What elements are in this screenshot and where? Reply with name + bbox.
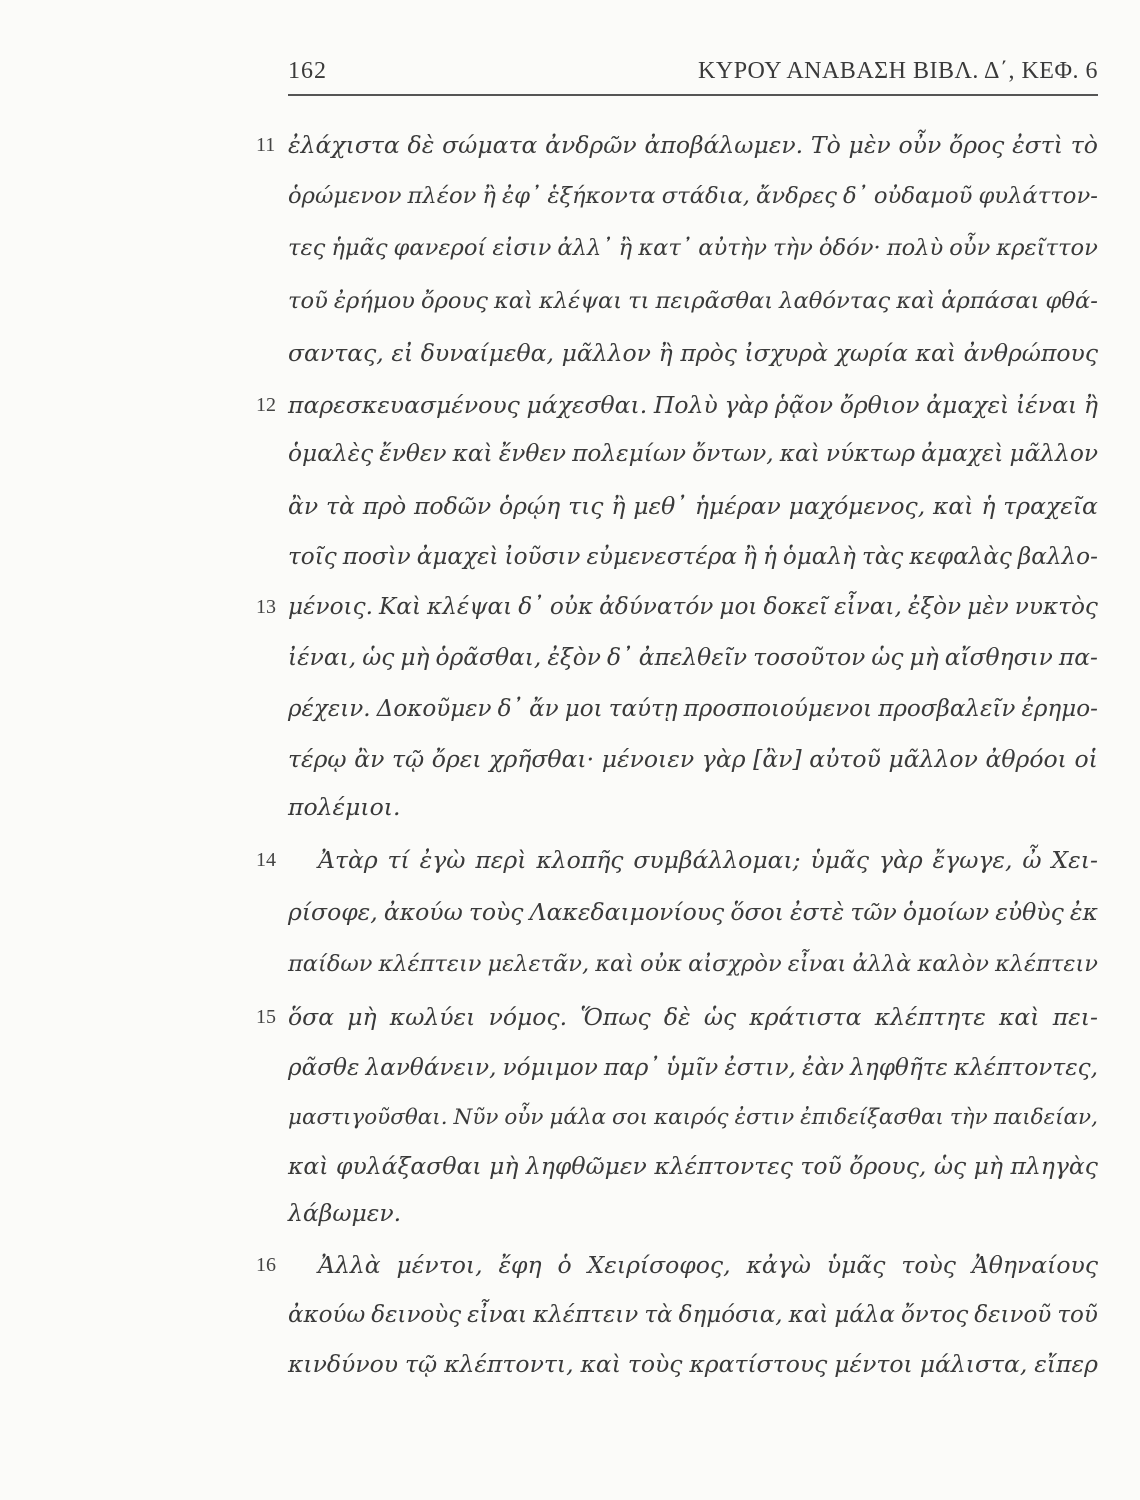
word: πα- <box>1058 643 1098 671</box>
section-number-15: 15 <box>256 1006 276 1028</box>
word: [ἂν] <box>753 745 802 773</box>
section-number-12: 12 <box>256 394 276 416</box>
word: αὐτοῦ <box>809 745 881 773</box>
word: ἀνθρώπους <box>963 339 1098 367</box>
word: χωρία <box>835 339 908 367</box>
word: βαλλο- <box>1017 544 1098 570</box>
word: καὶ <box>933 492 974 520</box>
word: τὴν <box>773 235 813 261</box>
word: φυλάττον- <box>978 183 1098 209</box>
word: παρ᾽ <box>603 1054 660 1081</box>
word: κατ᾽ <box>638 235 693 261</box>
text-line <box>288 581 1098 633</box>
word: Νῦν <box>453 1105 499 1130</box>
text-line <box>288 119 1098 171</box>
word: εἰσιν <box>492 235 552 261</box>
text-line <box>288 991 1098 1043</box>
word: τις <box>568 492 604 520</box>
word: τέρῳ <box>288 745 347 773</box>
word: τοσοῦτον <box>753 643 866 671</box>
word: ἐγὼ <box>419 846 466 874</box>
word: τοὺς <box>901 1251 956 1279</box>
word: πειρᾶσθαι <box>655 288 774 314</box>
word: τοῦ <box>1057 1302 1098 1328</box>
word: ἰσχυρὰ <box>744 339 828 367</box>
word: Δοκοῦμεν <box>376 696 492 722</box>
word: ἰέναι <box>1015 391 1078 419</box>
word: μένοις. <box>288 593 373 620</box>
word: τῷ <box>404 1350 438 1378</box>
word: μὴ <box>973 1152 1003 1180</box>
word: ἐστὲ <box>789 898 845 926</box>
word: ὑμᾶς <box>810 846 870 874</box>
word: ἢ <box>1083 391 1098 419</box>
word: μὲν <box>848 131 891 159</box>
word: Τὸ <box>810 131 841 159</box>
word: ὄρει <box>431 745 482 773</box>
word: τῶν <box>850 898 897 926</box>
word: ὄρθιον <box>839 391 920 419</box>
word: πολὺ <box>886 235 944 261</box>
word: ἐρήμου <box>333 288 415 314</box>
text-line <box>288 170 1098 222</box>
word: δ᾽ <box>518 593 544 620</box>
word: καὶ <box>580 1350 621 1378</box>
word: ἔγωγε, <box>932 846 1013 874</box>
text-line <box>288 1092 1098 1144</box>
word: ὁρᾶσθαι, <box>435 643 542 671</box>
page-number: 162 <box>288 58 327 84</box>
word: νόμιμον <box>502 1054 598 1081</box>
word: ἀκούω <box>383 898 463 926</box>
word: μαχόμενος, <box>788 492 926 520</box>
word: ἀμαχεὶ <box>926 391 1010 419</box>
word: ἀκούω <box>288 1302 366 1328</box>
word: ὡς <box>871 643 904 671</box>
word: ἐστιν, <box>724 1054 796 1081</box>
word: πληγὰς <box>1010 1152 1098 1180</box>
word: μέντοι, <box>396 1251 483 1279</box>
word: Καὶ <box>378 593 422 620</box>
word: ἡμέραν <box>694 492 781 520</box>
word: πλέον <box>407 183 477 209</box>
word: καὶ <box>779 440 820 467</box>
word: μὴ <box>489 1152 519 1180</box>
word: δὲ <box>407 131 435 159</box>
text-line <box>288 1042 1098 1094</box>
word: Πολὺ <box>653 391 718 419</box>
word: ὁμαλὲς <box>288 440 374 467</box>
word: ὅσα <box>288 1003 335 1031</box>
word: Ἀτὰρ <box>318 846 378 874</box>
word: λανθάνειν, <box>365 1054 497 1081</box>
word: ἄνδρες <box>756 183 837 209</box>
word: οὐκ <box>640 951 683 977</box>
word: μάχεσθαι. <box>526 391 648 419</box>
word: τραχεῖα <box>1003 492 1098 520</box>
word: τί <box>387 846 410 874</box>
word: ληφθῆτε <box>850 1054 948 1081</box>
word: κλέπτοντες <box>654 1152 793 1180</box>
word: σαντας, <box>288 339 384 367</box>
word: Ὅπως <box>580 1003 651 1031</box>
word: σώματα <box>442 131 538 159</box>
word: Χειρίσοφος, <box>587 1251 731 1279</box>
word: δὲ <box>663 1003 691 1031</box>
word: οὐκ <box>549 593 594 620</box>
word: φθά- <box>1045 288 1098 314</box>
word: καὶ <box>896 288 936 314</box>
word: καὶ <box>999 1003 1040 1031</box>
word: κράτιστα <box>749 1003 862 1031</box>
word: ρᾶσθε <box>288 1054 360 1081</box>
word: καιρός <box>654 1105 729 1130</box>
section-number-14: 14 <box>256 849 276 871</box>
word: περὶ <box>475 846 527 874</box>
word: οἱ <box>1074 745 1098 773</box>
word: δ᾽ <box>497 696 524 722</box>
word: προσβαλεῖν <box>878 696 1016 722</box>
word: πολέμιοι. <box>288 793 401 821</box>
text-line <box>288 1239 1098 1291</box>
word: ἐρημο- <box>1021 696 1098 722</box>
word: τὰ <box>644 1302 673 1328</box>
word: γὰρ <box>724 391 769 419</box>
word: αὐτὴν <box>698 235 768 261</box>
word: μὴ <box>400 643 430 671</box>
word: ἀνδρῶν <box>545 131 637 159</box>
word: εἶναι <box>787 951 847 977</box>
word: δ᾽ <box>607 643 633 671</box>
word: κλοπῆς <box>536 846 624 874</box>
word: ἀμαχεὶ <box>416 544 499 570</box>
word: ἢ <box>743 544 757 570</box>
word: μαστιγοῦσθαι. <box>288 1105 448 1130</box>
word: κλέπτειν <box>378 951 482 977</box>
word: σοι <box>612 1105 649 1130</box>
word: οὖν <box>949 235 991 261</box>
word: μᾶλλον <box>888 745 978 773</box>
text-line <box>288 531 1098 583</box>
word: καὶ <box>595 951 634 977</box>
word: ἐστὶ <box>1012 131 1063 159</box>
word: μένοιεν <box>601 745 695 773</box>
word: εἶναι <box>467 1302 528 1328</box>
word: τοὺς <box>627 1350 683 1378</box>
word: δεινοὺς <box>371 1302 462 1328</box>
word: Ἀλλὰ <box>318 1251 381 1279</box>
word: νυκτὸς <box>1014 593 1098 620</box>
word: ὁμοίων <box>902 898 990 926</box>
text-line <box>288 781 1098 833</box>
header-rule <box>288 94 1098 96</box>
word: ὁρώμενον <box>288 183 402 209</box>
word: ἂν <box>354 745 385 773</box>
word: νόμος. <box>488 1003 568 1031</box>
word: κλέπτητε <box>874 1003 986 1031</box>
word: ὑμᾶς <box>826 1251 886 1279</box>
word: κλέπτειν <box>533 1302 639 1328</box>
word: ἀθρόοι <box>985 745 1067 773</box>
word: χρῆσθαι· <box>489 745 595 773</box>
word: δημόσια, <box>678 1302 783 1328</box>
word: ὄρος <box>949 131 1005 159</box>
word: οὖν <box>898 131 942 159</box>
word: φυλάξασθαι <box>335 1152 482 1180</box>
word: οὐδαμοῦ <box>873 183 973 209</box>
text-line <box>288 886 1098 938</box>
word: ἀποβάλωμεν. <box>644 131 804 159</box>
word: ἔφη <box>498 1251 542 1279</box>
word: ρίσοφε, <box>288 898 378 926</box>
text-line <box>288 480 1098 532</box>
word: καὶ <box>493 288 533 314</box>
word: ὄρους, <box>849 1152 927 1180</box>
word: δοκεῖ <box>763 593 829 620</box>
word: μὲν <box>967 593 1009 620</box>
word: μάλα <box>549 1105 607 1130</box>
word: ὁμαλὴ <box>782 544 856 570</box>
word: ἀδύνατόν <box>599 593 714 620</box>
word: ἄν <box>529 696 559 722</box>
text-line <box>288 1289 1098 1341</box>
text-line <box>288 938 1098 990</box>
word: τὰς <box>861 544 904 570</box>
word: τὸ <box>1070 131 1098 159</box>
word: ἢ <box>482 183 496 209</box>
word: ἂν <box>288 492 319 520</box>
word: ἐξὸν <box>547 643 601 671</box>
word: ὡς <box>933 1152 967 1180</box>
word: κλέψαι <box>427 593 513 620</box>
word: ὄντων, <box>692 440 774 467</box>
word: ἔνθεν <box>379 440 447 467</box>
word: ἀμαχεὶ <box>921 440 1004 467</box>
text-line <box>288 379 1098 431</box>
word: κρατίστους <box>689 1350 828 1378</box>
word: δυναίμεθα, <box>420 339 554 367</box>
word: κλέπτοντι, <box>444 1350 574 1378</box>
word: ὄρους <box>420 288 488 314</box>
word: ἐὰν <box>801 1054 845 1081</box>
word: πει- <box>1052 1003 1098 1031</box>
text-line <box>288 631 1098 683</box>
word: ἡμᾶς <box>331 235 388 261</box>
word: ἀλλ᾽ <box>557 235 613 261</box>
section-number-16: 16 <box>256 1254 276 1276</box>
word: τοῖς <box>288 544 337 570</box>
word: κἀγὼ <box>746 1251 811 1279</box>
word: ὄντος <box>900 1302 969 1328</box>
word: Ἀθηναίους <box>971 1251 1098 1279</box>
word: καὶ <box>915 339 957 367</box>
word: μὴ <box>909 643 939 671</box>
word: καλὸν <box>917 951 989 977</box>
word: μᾶλλον <box>561 339 651 367</box>
word: τι <box>628 288 650 314</box>
word: μελετᾶν, <box>487 951 590 977</box>
word: ρέχειν. <box>288 696 371 722</box>
word: πρὸ <box>362 492 407 520</box>
word: Λακεδαιμονίους <box>529 898 725 926</box>
text-line <box>288 834 1098 886</box>
word: μάλα <box>834 1302 895 1328</box>
word: εἶναι, <box>834 593 902 620</box>
word: νύκτωρ <box>825 440 916 467</box>
text-line <box>288 1187 1098 1239</box>
text-line <box>288 327 1098 379</box>
section-number-13: 13 <box>256 596 276 618</box>
word: εἰ <box>391 339 414 367</box>
word: ἀλλὰ <box>852 951 912 977</box>
word: ὅσοι <box>730 898 784 926</box>
word: τες <box>288 235 326 261</box>
word: προσποιούμενοι <box>683 696 873 722</box>
word: τὰ <box>326 492 355 520</box>
word: μοι <box>719 593 758 620</box>
word: ἡ <box>762 544 777 570</box>
word: εὐμενεστέρα <box>586 544 737 570</box>
word: κωλύει <box>389 1003 476 1031</box>
text-line <box>288 1140 1098 1192</box>
word: δεινοῦ <box>974 1302 1052 1328</box>
word: ἡ <box>981 492 996 520</box>
word: ταύτῃ <box>608 696 678 722</box>
word: παίδων <box>288 951 373 977</box>
word: τοῦ <box>800 1152 842 1180</box>
word: τὴν <box>949 1105 988 1130</box>
word: ἐλάχιστα <box>288 131 400 159</box>
word: μεθ᾽ <box>633 492 688 520</box>
word: ληφθῶμεν <box>525 1152 647 1180</box>
word: καὶ <box>788 1302 829 1328</box>
text-line <box>288 222 1098 274</box>
running-header <box>288 58 1098 90</box>
word: γὰρ <box>878 846 923 874</box>
word: ἐξὸν <box>907 593 962 620</box>
word: ποδῶν <box>413 492 492 520</box>
word: φανεροί <box>393 235 487 261</box>
word: ἐστιν <box>734 1105 795 1130</box>
word: ὑμῖν <box>665 1054 719 1081</box>
word: εἴπερ <box>1034 1350 1098 1378</box>
word: ὡς <box>703 1003 737 1031</box>
word: κρεῖττον <box>996 235 1098 261</box>
text-line <box>288 733 1098 785</box>
word: λαθόντας <box>779 288 891 314</box>
word: εὐθὺς <box>995 898 1064 926</box>
word: ἑξήκοντα <box>547 183 656 209</box>
word: κλέπτειν <box>995 951 1098 977</box>
word: ἀπελθεῖν <box>638 643 748 671</box>
word: ὁρῴη <box>499 492 561 520</box>
word: αἴσθησιν <box>944 643 1053 671</box>
word: ὁδόν· <box>818 235 881 261</box>
word: μοι <box>564 696 603 722</box>
word: μᾶλλον <box>1009 440 1098 467</box>
word: κινδύνου <box>288 1350 399 1378</box>
word: κεφαλὰς <box>909 544 1012 570</box>
word: κλέψαι <box>538 288 623 314</box>
word: ἰέναι, <box>288 643 357 671</box>
word: ἢ <box>618 235 633 261</box>
word: ὡς <box>362 643 395 671</box>
word: ἁρπάσαι <box>941 288 1040 314</box>
word: κλέπτοντες, <box>954 1054 1098 1081</box>
word: συμβάλλομαι; <box>633 846 801 874</box>
word: Χει- <box>1051 846 1098 874</box>
word: ὦ <box>1022 846 1042 874</box>
word: ἢ <box>611 492 626 520</box>
word: λάβωμεν. <box>288 1199 402 1227</box>
word: πρὸς <box>680 339 737 367</box>
word: μέντοι <box>834 1350 913 1378</box>
section-number-11: 11 <box>256 134 276 156</box>
word: παρεσκευασμένους <box>288 391 520 419</box>
word: ποσὶν <box>342 544 411 570</box>
word: τοῦ <box>288 288 328 314</box>
word: δ᾽ <box>842 183 868 209</box>
word: αἰσχρὸν <box>688 951 782 977</box>
word: στάδια, <box>661 183 751 209</box>
text-line <box>288 428 1098 480</box>
word: μὴ <box>347 1003 377 1031</box>
word: τοὺς <box>468 898 524 926</box>
word: ῥᾷον <box>774 391 834 419</box>
word: μάλιστα, <box>919 1350 1028 1378</box>
word: ἢ <box>658 339 673 367</box>
text-line <box>288 275 1098 327</box>
text-line <box>288 1338 1098 1390</box>
word: καὶ <box>452 440 493 467</box>
word: πολεμίων <box>572 440 687 467</box>
running-title: ΚΥΡΟΥ ΑΝΑΒΑΣΗ ΒΙΒΛ. Δ΄, ΚΕΦ. 6 <box>698 58 1098 84</box>
word: ἐπιδείξασθαι <box>800 1105 944 1130</box>
word: οὖν <box>504 1105 544 1130</box>
word: ὁ <box>557 1251 572 1279</box>
word: ἐφ᾽ <box>501 183 542 209</box>
word: ἰοῦσιν <box>504 544 581 570</box>
word: καὶ <box>288 1152 329 1180</box>
word: γὰρ <box>701 745 746 773</box>
word: ἐκ <box>1069 898 1098 926</box>
word: τῷ <box>392 745 425 773</box>
word: ἔνθεν <box>498 440 567 467</box>
word: παιδείαν, <box>993 1105 1098 1130</box>
text-line <box>288 683 1098 735</box>
